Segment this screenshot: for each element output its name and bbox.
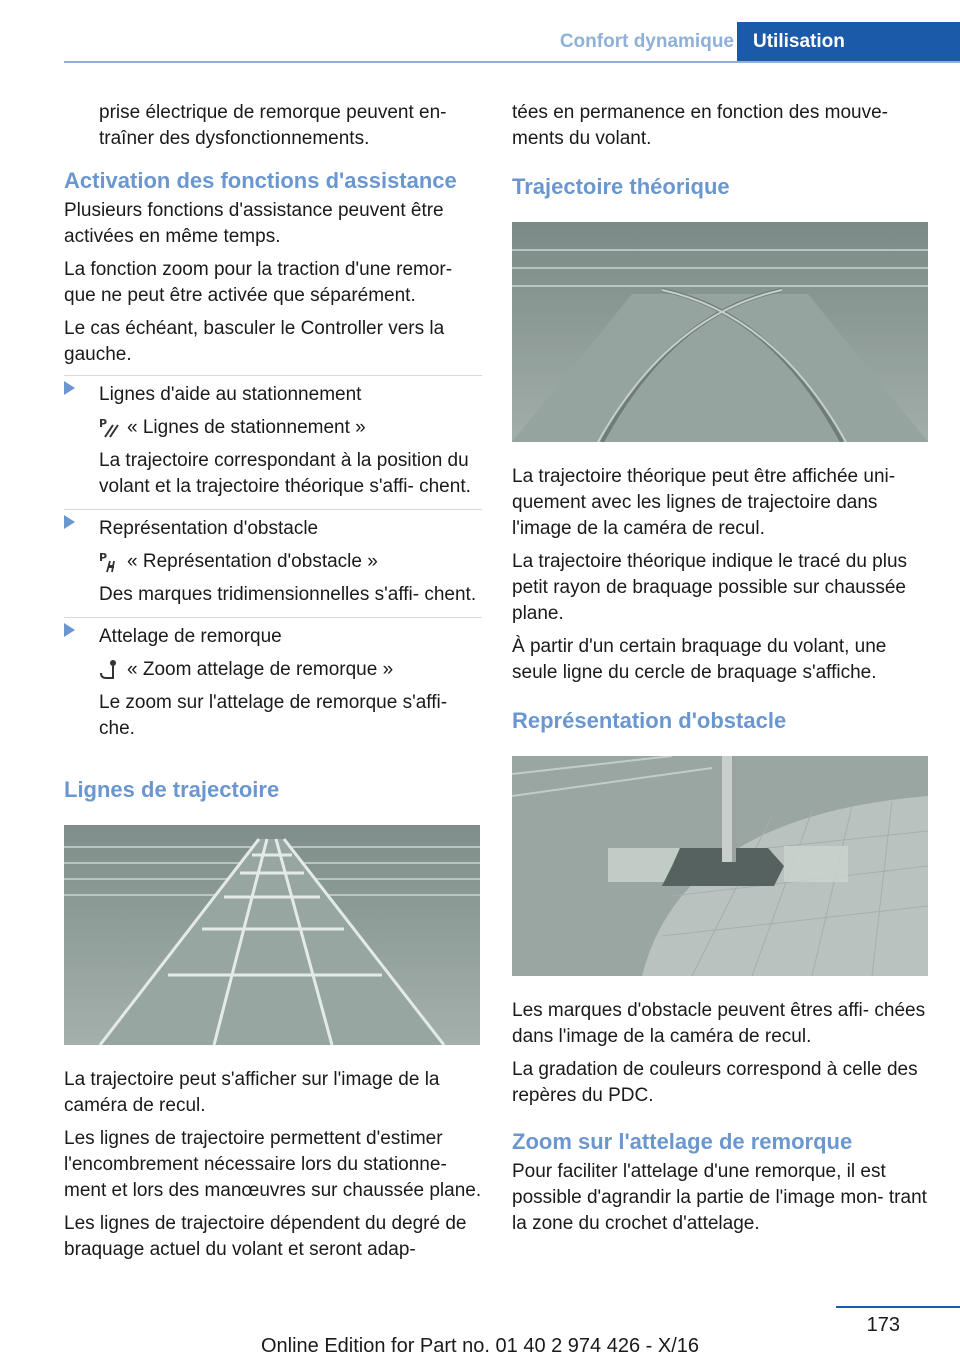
trailer-hitch-icon xyxy=(99,659,119,681)
trailer-zoom-paragraph: Pour faciliter l'attelage d'une remorque, il est possible d'agrandir la partie de l'image mon‐ trant la zone du crochet d'attelage. xyxy=(512,1161,927,1234)
menu-entry-label: « Représentation d'obstacle » xyxy=(127,551,378,572)
svg-text:P: P xyxy=(99,417,108,430)
page-number: 173 xyxy=(866,1314,900,1336)
obstacle-paragraph-2: La gradation de couleurs correspond à celle des repères du PDC. xyxy=(512,1059,918,1106)
theoretical-paragraph-2: La trajectoire théorique indique le tracé du plus petit rayon de braquage possible sur chaussée plane. xyxy=(512,551,908,624)
lines-paragraph-1: La trajectoire peut s'afficher sur l'image de la caméra de recul. xyxy=(64,1069,440,1116)
assistance-function-list xyxy=(64,375,482,751)
heading-obstacle: Représentation d'obstacle xyxy=(512,708,787,733)
lines-paragraph-2: Les lignes de trajectoire permettent d'estimer l'encombrement nécessaire lors du stationne‐ ment et lors des manœuvres sur chaussée plane. xyxy=(64,1128,482,1201)
heading-activation: Activation des fonctions d'assistance xyxy=(64,168,457,193)
theoretical-paragraph-3: À partir d'un certain braquage du volant, une seule ligne du cercle de braquage s'affiche. xyxy=(512,636,887,683)
menu-entry-label: « Lignes de stationnement » xyxy=(127,417,366,438)
bullet-triangle-icon xyxy=(64,381,75,395)
heading-theoretical-trajectory: Trajectoire théorique xyxy=(512,174,730,199)
list-item-title: Représentation d'obstacle xyxy=(99,518,319,539)
header-section-title: Confort dynamique xyxy=(559,31,734,52)
edition-note: Online Edition for Part no. 01 40 2 974 426 - X/16 xyxy=(260,1335,700,1357)
intro-line-1: prise électrique de remorque peuvent en‐ xyxy=(99,102,447,123)
menu-entry xyxy=(99,549,482,575)
list-item-title: Attelage de remorque xyxy=(99,626,282,647)
theoretical-paragraph-1: La trajectoire théorique peut être affichée uni‐ quement avec les lignes de trajectoire dans l'image de la caméra de recul. xyxy=(512,466,896,539)
intro-text xyxy=(64,100,482,152)
list-item-description: Le zoom sur l'attelage de remorque s'affi‐ che. xyxy=(99,692,448,739)
parking-lines-icon xyxy=(99,417,119,439)
list-item-description: La trajectoire correspondant à la position du volant et la trajectoire théorique s'affi‐ chent. xyxy=(99,450,471,497)
obstacle-paragraph-1: Les marques d'obstacle peuvent êtres affi‐ chées dans l'image de la caméra de recul. xyxy=(512,1000,926,1047)
bullet-triangle-icon xyxy=(64,515,75,529)
list-item-title: Lignes d'aide au stationnement xyxy=(99,384,362,405)
footer-divider xyxy=(836,1306,960,1308)
heading-trailer-zoom: Zoom sur l'attelage de remorque xyxy=(512,1129,853,1154)
continued-paragraph: tées en permanence en fonction des mouve‐ ments du volant. xyxy=(512,102,889,149)
header-chapter-tab: Utilisation xyxy=(737,22,960,62)
menu-entry-label: « Zoom attelage de remorque » xyxy=(127,659,394,680)
header-divider xyxy=(64,61,960,63)
left-column xyxy=(64,100,482,1270)
lines-paragraph-3: Les lignes de trajectoire dépendent du degré de braquage actuel du volant et seront adap‐ xyxy=(64,1213,467,1260)
right-column xyxy=(512,100,930,1244)
heading-lines: Lignes de trajectoire xyxy=(64,777,280,802)
activation-paragraph-2: La fonction zoom pour la traction d'une remor‐ que ne peut être activée que séparément. xyxy=(64,259,453,306)
theoretical-trajectory-illustration xyxy=(512,222,928,442)
intro-line-2: traîner des dysfonctionnements. xyxy=(99,128,370,149)
trajectory-lines-illustration xyxy=(64,825,480,1045)
activation-paragraph-3: Le cas échéant, basculer le Controller vers la gauche. xyxy=(64,318,445,365)
list-item-parking-lines xyxy=(64,375,482,509)
list-item-obstacle xyxy=(64,509,482,617)
activation-paragraph-1: Plusieurs fonctions d'assistance peuvent être activées en même temps. xyxy=(64,200,444,247)
menu-entry xyxy=(99,415,482,441)
obstacle-marking-icon xyxy=(99,551,119,573)
list-item-trailer xyxy=(64,617,482,751)
menu-entry xyxy=(99,657,482,683)
bullet-triangle-icon xyxy=(64,623,75,637)
obstacle-marking-illustration xyxy=(512,756,928,976)
list-item-description: Des marques tridimensionnelles s'affi‐ chent. xyxy=(99,584,477,605)
svg-text:P: P xyxy=(99,551,108,564)
